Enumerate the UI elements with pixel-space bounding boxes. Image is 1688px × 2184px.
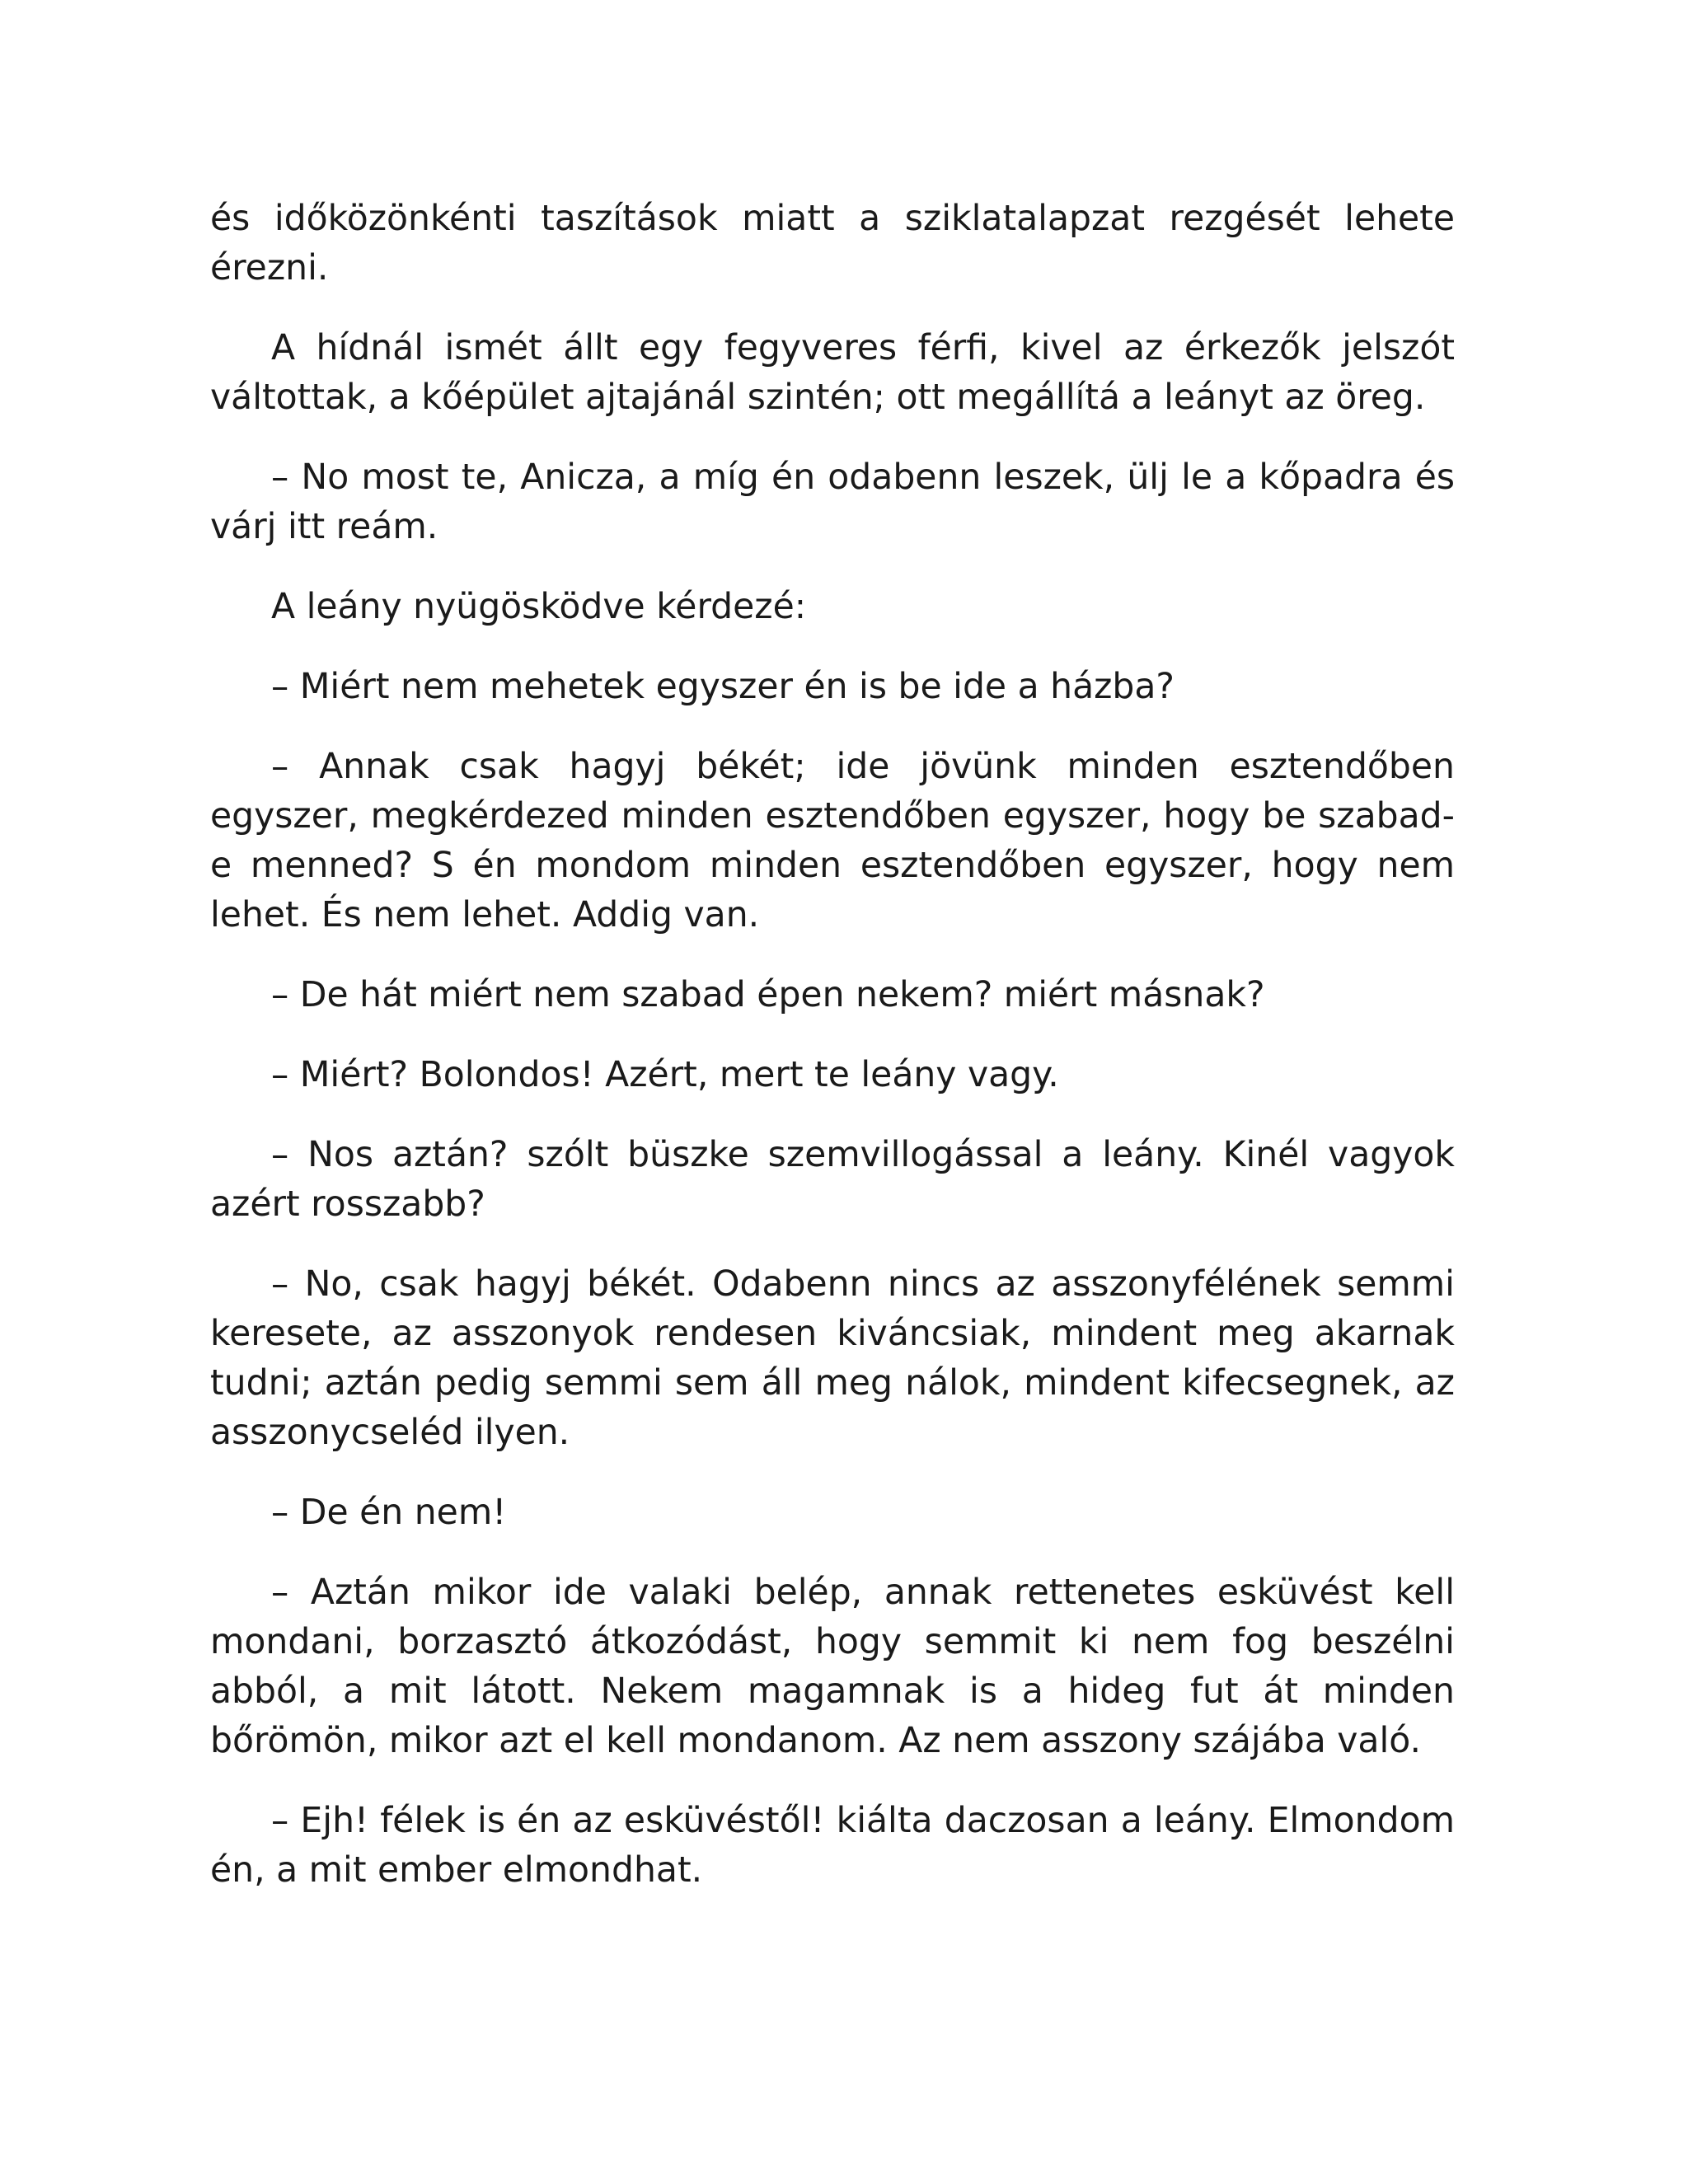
paragraph: – Nos aztán? szólt büszke szemvillogással a leány. Kinél vagyok azért rosszabb? — [210, 1135, 1455, 1225]
paragraph: – Miért nem mehetek egyszer én is be ide a házba? — [271, 667, 1175, 707]
paragraph: A leány nyügösködve kérdezé: — [271, 587, 807, 627]
paragraph: – De hát miért nem szabad épen nekem? miért másnak? — [271, 975, 1265, 1015]
paragraph: – No most te, Anicza, a míg én odabenn leszek, ülj le a kőpadra és várj itt reám. — [210, 457, 1455, 547]
paragraph: – Annak csak hagyj békét; ide jövünk minden esztendőben egyszer, megkérdezed minden esztendőben egyszer, hogy be szabad-e menned? S én mondom minden esztendőben egyszer, hogy nem lehet. És nem lehet. Addig van. — [210, 747, 1455, 935]
paragraph: – Aztán mikor ide valaki belép, annak rettenetes esküvést kell mondani, borzasztó átkozódást, hogy semmit ki nem fog beszélni abból, a mit látott. Nekem magamnak is a hideg fut át minden bőrömön, mikor azt el kell mondanom. Az nem asszony szájába való. — [210, 1572, 1455, 1761]
paragraph-continuation: és időközönkénti taszítások miatt a sziklatalapzat rezgését lehete érezni. — [210, 199, 1455, 288]
paragraph: – No, csak hagyj békét. Odabenn nincs az asszonyfélének semmi keresete, az asszonyok rendesen kiváncsiak, mindent meg akarnak tudni; aztán pedig semmi sem áll meg nálok, mindent kifecsegnek, az asszonycseléd ilyen. — [210, 1264, 1455, 1453]
paragraph: – De én nem! — [271, 1493, 507, 1533]
paragraph: – Miért? Bolondos! Azért, mert te leány vagy. — [271, 1055, 1059, 1095]
paragraph: – Ejh! félek is én az esküvéstől! kiálta daczosan a leány. Elmondom én, a mit ember elmondhat. — [210, 1801, 1455, 1891]
page-text — [210, 194, 1455, 1926]
paragraph: A hídnál ismét állt egy fegyveres férfi, kivel az érkezők jelszót váltottak, a kőépület ajtajánál szintén; ott megállítá a leányt az öreg. — [210, 328, 1455, 418]
